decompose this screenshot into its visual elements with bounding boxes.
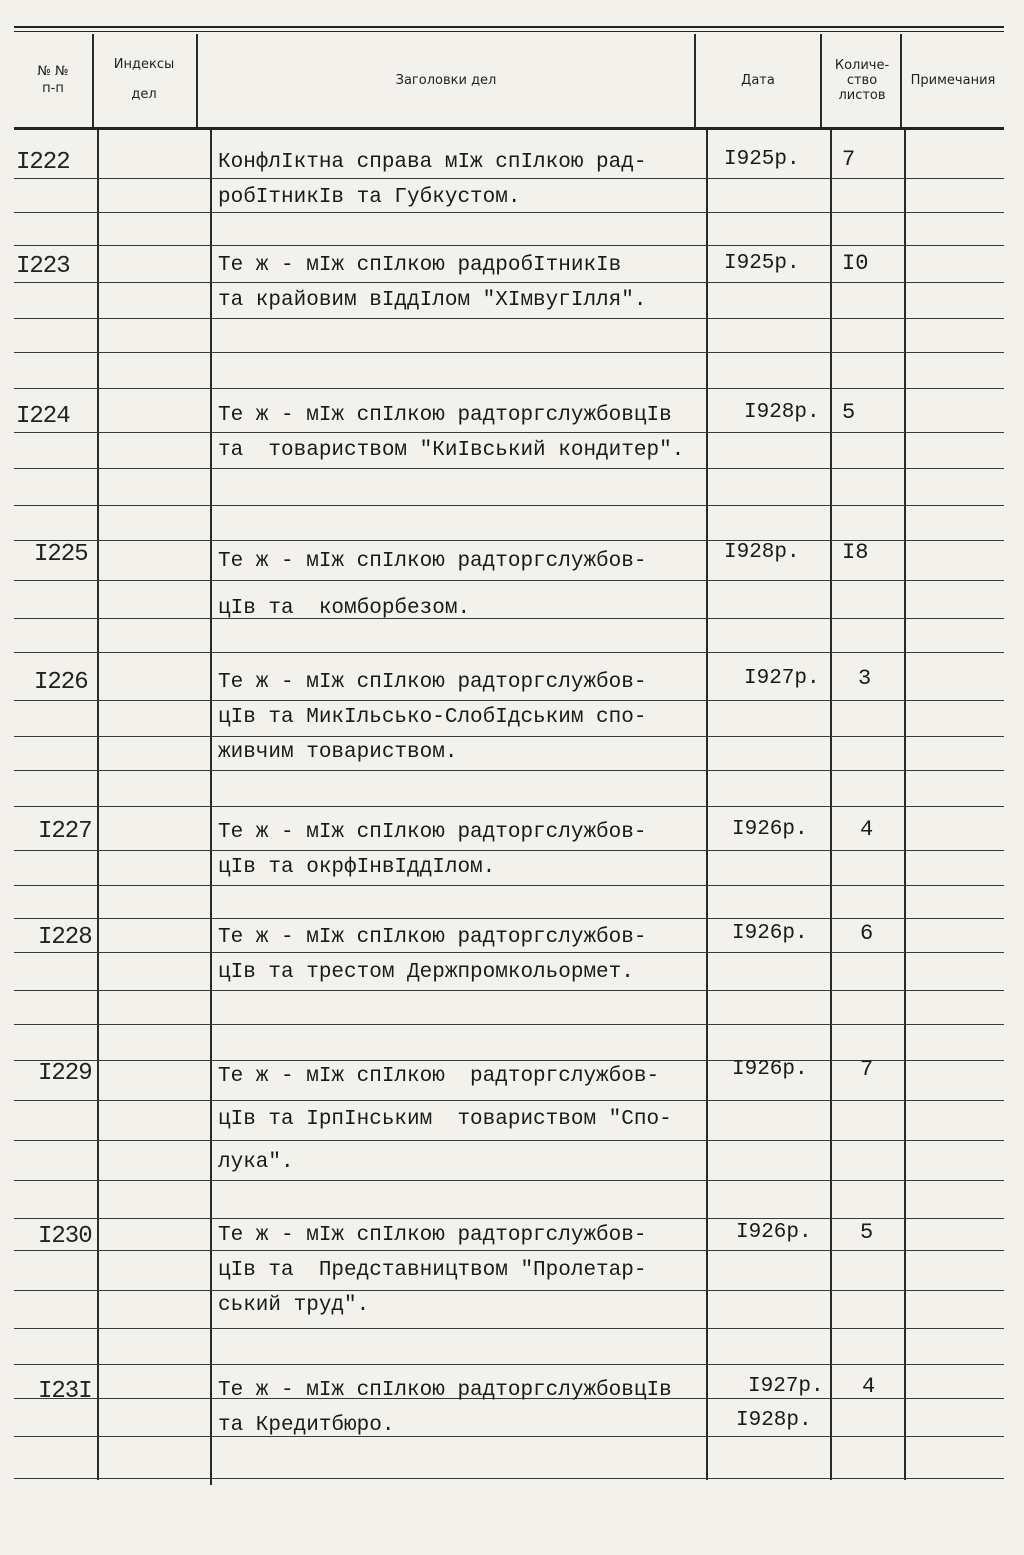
- ruled-line: [14, 352, 1004, 353]
- row-sheet-count: I8: [842, 540, 869, 565]
- row-sheet-count: 3: [858, 666, 872, 691]
- row-title: Те ж - мIж спIлкою радторгслужбов- цIв та комборбезом.: [218, 550, 647, 620]
- row-date: I927р.: [744, 667, 820, 690]
- header-divider: [694, 34, 696, 128]
- header-col-notes: Примечания: [910, 72, 996, 88]
- header-col-title: Заголовки дел: [395, 72, 497, 88]
- header-bottom-rule: [14, 127, 1004, 130]
- row-sheet-count: 5: [842, 400, 856, 425]
- header-col-number: № № п-п: [37, 64, 69, 96]
- header-col-date: Дата: [741, 72, 775, 88]
- header-divider: [196, 34, 198, 128]
- ruled-line: [14, 318, 1004, 319]
- row-date: I925р.: [724, 148, 800, 171]
- row-date: I926р.: [736, 1221, 812, 1244]
- ruled-line: [14, 990, 1004, 991]
- column-divider: [97, 130, 99, 1480]
- ruled-line: [14, 1364, 1004, 1365]
- row-sheet-count: I0: [842, 251, 869, 276]
- ruled-line: [14, 770, 1004, 771]
- row-date: I928р.: [744, 401, 820, 424]
- ruled-line: [14, 388, 1004, 389]
- row-number: I224: [16, 403, 70, 430]
- ruled-line: [14, 245, 1004, 246]
- ruled-line: [14, 806, 1004, 807]
- ruled-line: [14, 652, 1004, 653]
- row-date: I925р.: [724, 252, 800, 275]
- ruled-line: [14, 1024, 1004, 1025]
- column-divider: [210, 130, 212, 1485]
- row-title: Те ж - мIж спIлкою радторгслужбовцIв та Кредитбюро.: [218, 1379, 672, 1437]
- row-sheet-count: 5: [860, 1220, 874, 1245]
- row-number: I23I: [38, 1378, 92, 1405]
- row-title: Те ж - мIж спIлкою радробIтникIв та крайовим вIддIлом "ХIмвугIлля".: [218, 254, 647, 312]
- ruled-line: [14, 505, 1004, 506]
- row-sheet-count: 7: [860, 1057, 874, 1082]
- row-sheet-count: 6: [860, 921, 874, 946]
- row-number: I230: [38, 1223, 92, 1250]
- header-col-sheets: Количе- ство листов: [834, 57, 890, 103]
- row-number: I228: [38, 924, 92, 951]
- row-title: Те ж - мIж спIлкою радторгслужбов- цIв та МикIльсько-СлобIдським спо- живчим товариством.: [218, 671, 647, 764]
- header-divider: [820, 34, 822, 128]
- row-date: I926р.: [732, 1058, 808, 1081]
- header-col-index: Индексы дел: [113, 57, 175, 102]
- row-title: Те ж - мIж спIлкою радторгслужбовцIв та товариством "КиIвський кондитер".: [218, 404, 685, 462]
- row-sheet-count: 7: [842, 147, 856, 172]
- header-divider: [92, 34, 94, 128]
- row-date: I927р.: [748, 1375, 824, 1398]
- ruled-line: [14, 468, 1004, 469]
- row-number: I222: [16, 149, 70, 176]
- row-title: Те ж - мIж спIлкою радторгслужбов- цIв та окрфIнвIддIлом.: [218, 821, 647, 879]
- row-date: I926р.: [732, 818, 808, 841]
- row-title: Те ж - мIж спIлкою радторгслужбов- цIв та Представництвом "Пролетар- ський труд".: [218, 1224, 647, 1317]
- row-date: I926р.: [732, 922, 808, 945]
- row-sheet-count: 4: [862, 1374, 876, 1399]
- row-sheet-count: 4: [860, 817, 874, 842]
- column-divider: [830, 130, 832, 1480]
- row-number: I225: [34, 541, 88, 568]
- row-date: I928р.: [724, 541, 800, 564]
- header-divider: [900, 34, 902, 128]
- row-number: I223: [16, 253, 70, 280]
- row-title: Те ж - мIж спIлкою радторгслужбов- цIв та трестом Держпромкольормет.: [218, 926, 647, 984]
- row-number: I229: [38, 1060, 92, 1087]
- header-top-rule-2: [14, 31, 1004, 32]
- header-top-rule: [14, 26, 1004, 28]
- row-date-end: I928р.: [736, 1409, 812, 1432]
- ruled-line: [14, 1478, 1004, 1479]
- row-title: Те ж - мIж спIлкою радторгслужбов- цIв та IрпIнським товариством "Спо- лука".: [218, 1065, 672, 1174]
- row-number: I227: [38, 818, 92, 845]
- row-number: I226: [34, 669, 88, 696]
- ruled-line: [14, 885, 1004, 886]
- column-divider: [904, 130, 906, 1480]
- ruled-line: [14, 918, 1004, 919]
- row-title: КонфлIктна справа мIж спIлкою рад- робIтникIв та Губкустом.: [218, 151, 647, 209]
- ruled-line: [14, 1328, 1004, 1329]
